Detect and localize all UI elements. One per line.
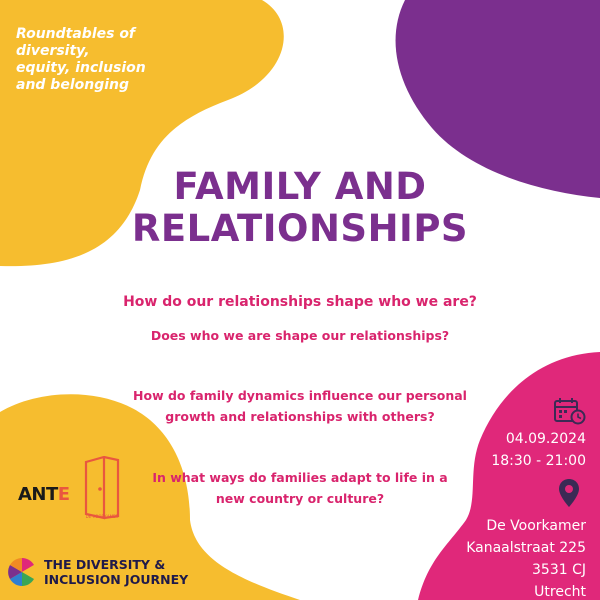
event-datetime [491,428,586,472]
question-1: How do our relationships shape who we are? [123,294,477,310]
title-line: FAMILY AND [173,165,427,208]
venue-name: De Voorkamer [486,518,586,534]
title-line: RELATIONSHIPS [131,207,469,250]
tagline-line: and belonging [16,77,130,93]
question-line: How do family dynamics influence our personal [133,388,467,403]
diversity-inclusion-journey-text [44,557,188,587]
event-title [0,166,600,250]
tagline-line: equity, inclusion [16,60,146,76]
tagline-line: diversity, [16,43,90,59]
event-date: 04.09.2024 [505,431,586,447]
voorkamer-logo-text: DE VOORKAMER [85,514,119,519]
venue-city: Utrecht [534,584,586,600]
question-line: new country or culture? [215,491,385,506]
venue-street: Kanaalstraat 225 [466,540,586,556]
calendar-clock-icon [554,397,586,425]
antje-logo-suffix: E [57,484,70,505]
antje-logo-main: ANT [18,484,58,505]
tagline-line: Roundtables of [16,26,136,42]
antje-logo [18,484,70,505]
question-2: Does who we are shape our relationships? [150,328,450,343]
event-address [466,515,586,600]
diversity-inclusion-journey-logo [6,556,38,588]
event-time: 18:30 - 21:00 [491,453,586,469]
map-pin-icon [558,478,580,508]
series-tagline [16,26,166,94]
dij-line: THE DIVERSITY & [44,557,166,572]
question-line: growth and relationships with others? [165,409,435,424]
dij-line: INCLUSION JOURNEY [44,572,189,587]
question-line: In what ways do families adapt to life in a [152,470,448,485]
question-3 [0,385,600,427]
venue-postcode: 3531 CJ [532,562,586,578]
voorkamer-door-logo [84,456,120,522]
